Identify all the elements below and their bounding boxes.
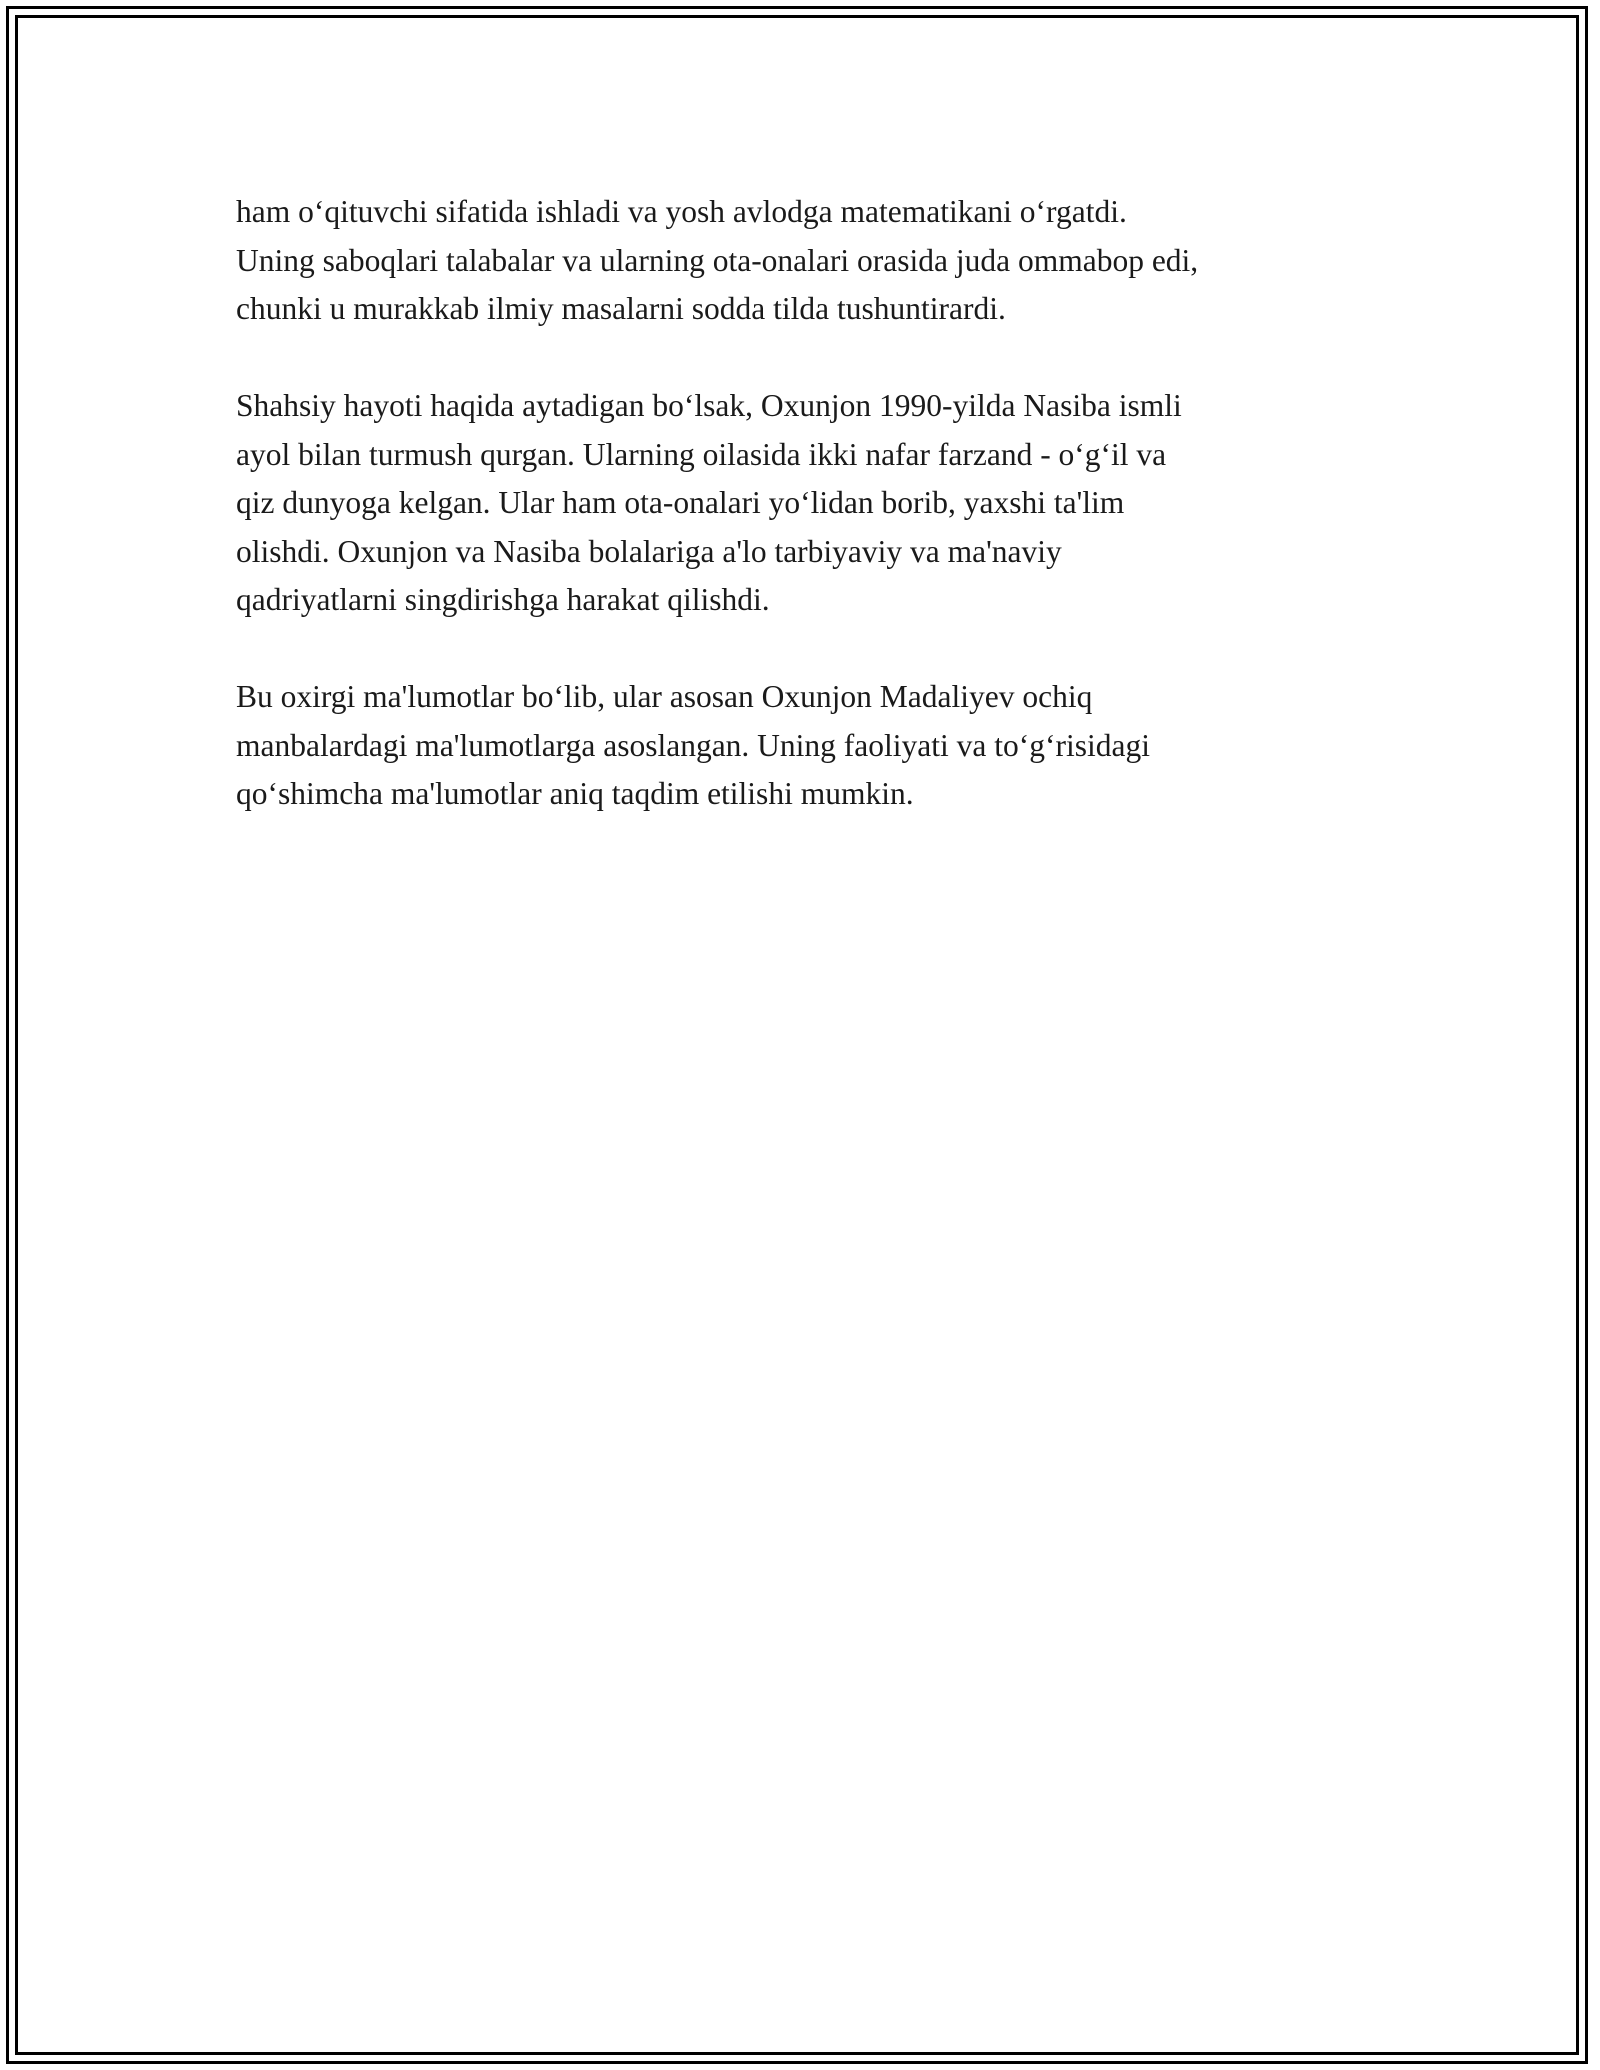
- text-line: manbalardagi ma'lumotlarga asoslangan. Uning faoliyati va to‘g‘risidagi: [236, 727, 1150, 763]
- text-line: ayol bilan turmush qurgan. Ularning oilasida ikki nafar farzand - o‘g‘il va: [236, 436, 1167, 472]
- text-line: olishdi. Oxunjon va Nasiba bolalariga a'lo tarbiyaviy va ma'naviy: [236, 533, 1062, 569]
- text-line: qadriyatlarni singdirishga harakat qilishdi.: [236, 582, 770, 617]
- paragraph-teaching: [236, 188, 1386, 334]
- text-line: Uning saboqlari talabalar va ularning ota-onalari orasida juda ommabop edi,: [236, 242, 1199, 278]
- text-line: Shahsiy hayoti haqida aytadigan bo‘lsak, Oxunjon 1990-yilda Nasiba ismli: [236, 388, 1182, 423]
- paragraph-personal-life: [236, 382, 1386, 625]
- paragraph-sources-note: [236, 673, 1386, 819]
- text-line: Bu oxirgi ma'lumotlar bo‘lib, ular asosan Oxunjon Madaliyev ochiq: [236, 679, 1093, 714]
- text-line: qo‘shimcha ma'lumotlar aniq taqdim etilishi mumkin.: [236, 776, 914, 811]
- text-line: chunki u murakkab ilmiy masalarni sodda tilda tushuntirardi.: [236, 291, 1006, 326]
- text-line: qiz dunyoga kelgan. Ular ham ota-onalari yo‘lidan borib, yaxshi ta'lim: [236, 485, 1125, 520]
- text-line: ham o‘qituvchi sifatida ishladi va yosh avlodga matematikani o‘rgatdi.: [236, 194, 1127, 229]
- document-body: [236, 188, 1386, 867]
